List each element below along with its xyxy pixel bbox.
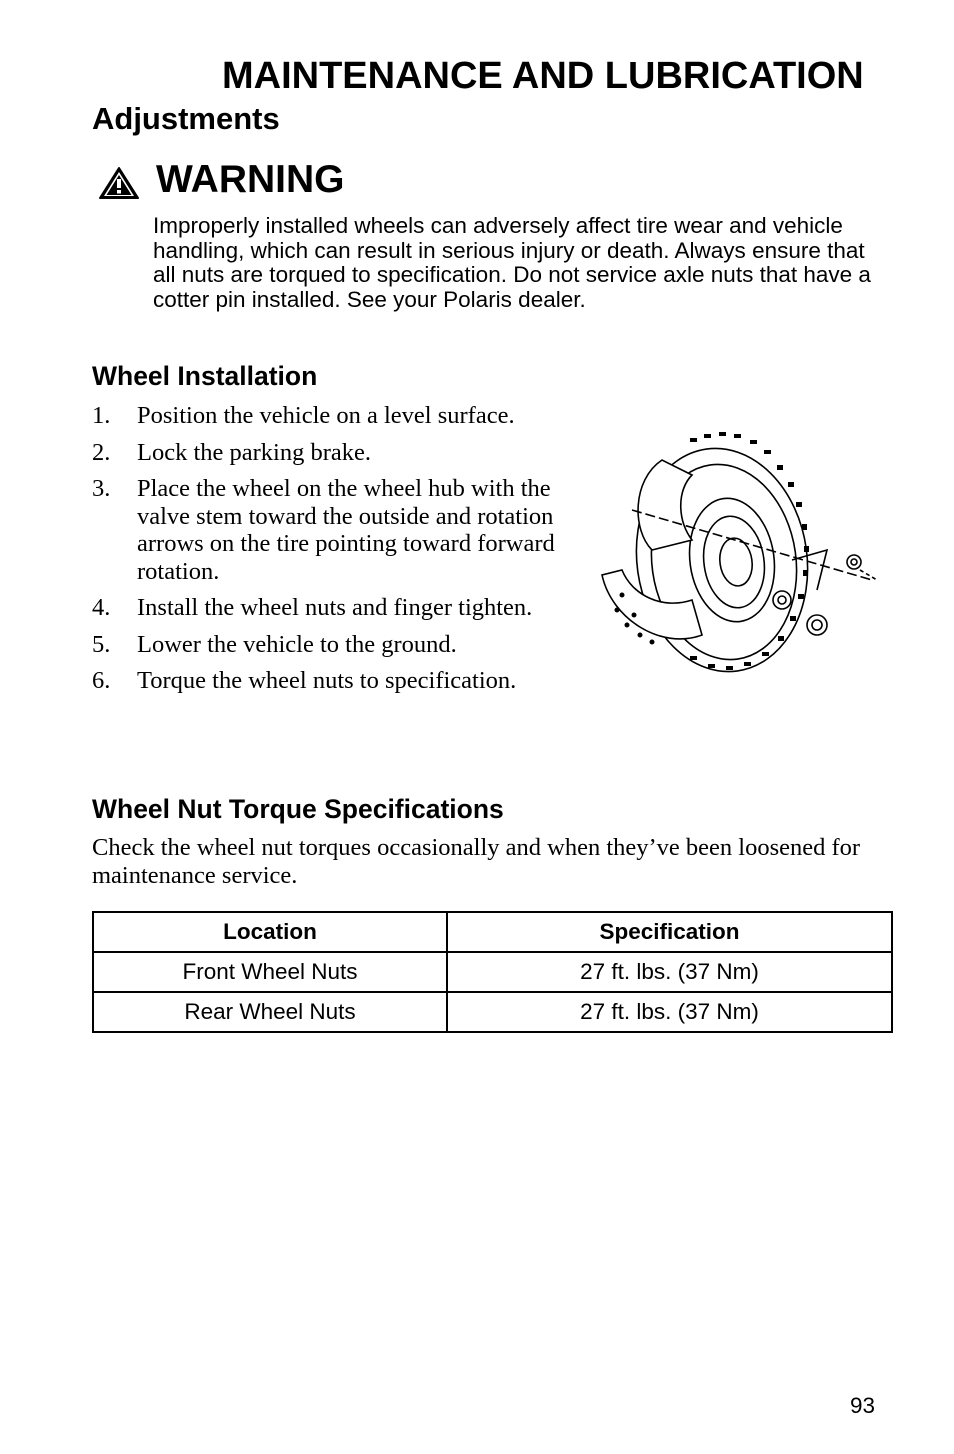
installation-steps — [92, 402, 592, 704]
table-cell: Front Wheel Nuts — [93, 952, 447, 992]
table-cell: Rear Wheel Nuts — [93, 992, 447, 1032]
warning-triangle-icon — [98, 166, 140, 200]
wheel-assembly-illustration — [592, 420, 882, 675]
torque-spec-table — [92, 911, 893, 1033]
torque-specs-intro: Check the wheel nut torques occasionally and when they’ve been loosened for maintenance service. — [92, 834, 861, 889]
wheel-installation-title: Wheel Installation — [92, 361, 318, 391]
warning-title: WARNING — [156, 158, 345, 201]
torque-specs-title: Wheel Nut Torque Specifications — [92, 794, 504, 824]
subsection-title: Adjustments — [92, 101, 280, 136]
column-header-location: Location — [93, 912, 447, 952]
table-header-row — [93, 912, 892, 952]
page-number: 93 — [850, 1393, 876, 1418]
table-cell: 27 ft. lbs. (37 Nm) — [447, 952, 892, 992]
table-row — [93, 992, 892, 1032]
list-item: 1. Position the vehicle on a level surface. — [92, 402, 515, 429]
list-item: 2. Lock the parking brake. — [92, 438, 372, 466]
table-cell: 27 ft. lbs. (37 Nm) — [447, 992, 892, 1032]
list-item: 4. Install the wheel nuts and finger tighten. — [92, 594, 533, 621]
warning-body — [153, 214, 883, 312]
column-header-specification: Specification — [447, 912, 892, 952]
list-item: 5. Lower the vehicle to the ground. — [92, 630, 457, 658]
table-row — [93, 952, 892, 992]
list-item: 6. Torque the wheel nuts to specification. — [92, 667, 517, 694]
section-title: MAINTENANCE AND LUBRICATION — [222, 55, 864, 97]
list-item: 3. Place the wheel on the wheel hub with the valve stem toward the outside and rotation arrows on the tire pointing toward forward rotation. — [92, 475, 555, 585]
warning-text: Improperly installed wheels can adversely affect tire wear and vehicle handling, which can result in serious injury or death. Always ensure that all nuts are torqued to specification. Do not service axle nuts that have a cotter pin installed. See your Polaris dealer. — [153, 213, 871, 312]
